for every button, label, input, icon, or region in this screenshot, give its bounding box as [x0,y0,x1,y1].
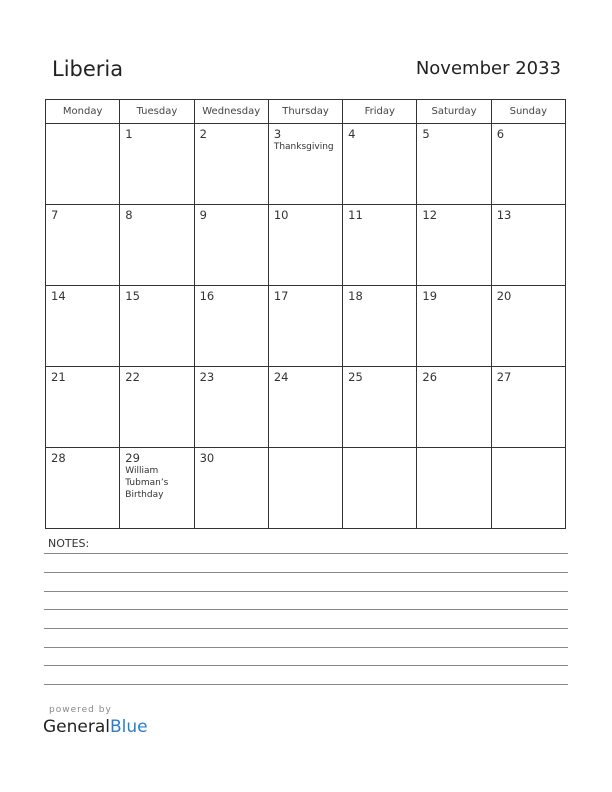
day-number: 9 [199,208,207,222]
day-number: 1 [125,127,133,141]
day-cell [417,124,491,205]
day-cell [417,448,491,529]
day-number: 26 [422,370,438,384]
day-cell [46,367,120,448]
day-number: 6 [496,127,505,141]
day-number: 7 [51,208,59,222]
day-number: 30 [199,451,215,465]
day-number: 12 [422,208,438,222]
weekday-header: Tuesday [120,100,194,124]
day-number: 17 [273,289,289,303]
notes-line [44,609,568,610]
day-number: 15 [125,289,140,303]
day-cell [268,286,342,367]
day-cell [268,124,342,205]
day-number: 21 [51,370,66,384]
powered-by-text: powered by [49,705,112,715]
brand-logo [43,717,148,737]
day-number: 14 [51,289,66,303]
day-cell [343,124,417,205]
day-cell [120,205,194,286]
day-cell [491,367,565,448]
day-number: 5 [422,127,430,141]
day-cell [194,286,268,367]
day-cell [417,367,491,448]
day-cell [120,286,194,367]
day-cell [46,124,120,205]
weekday-header: Sunday [491,100,565,124]
weekday-header: Saturday [417,100,491,124]
notes-line [44,572,568,573]
day-number: 23 [199,370,215,384]
day-cell [268,448,342,529]
day-cell [46,286,120,367]
day-number: 10 [273,208,289,222]
day-cell [417,286,491,367]
month-year-title: November 2033 [415,58,561,79]
week-row [46,124,566,205]
holiday-label: William Tubman’s Birthday [125,466,169,500]
brand-first: General [43,717,110,737]
day-number: 20 [496,289,512,303]
day-number: 11 [348,208,363,222]
day-cell [491,448,565,529]
day-number: 29 [125,451,140,465]
weekday-header: Wednesday [194,100,268,124]
weekday-header: Monday [46,100,120,124]
weekday-header: Friday [343,100,417,124]
week-row [46,205,566,286]
day-number: 27 [496,370,512,384]
brand-second: Blue [110,717,148,737]
notes-line [44,553,568,554]
day-cell [120,448,194,529]
calendar-grid [45,99,566,529]
holiday-label: Thanksgiving [273,142,334,152]
weekday-header: Thursday [268,100,342,124]
day-number: 3 [273,127,282,141]
day-number: 16 [199,289,215,303]
day-cell [120,367,194,448]
notes-label: NOTES: [48,537,90,550]
day-cell [417,205,491,286]
day-number: 28 [51,451,66,465]
notes-line [44,591,568,592]
day-cell [343,286,417,367]
weekday-header-row [46,100,566,124]
day-cell [343,367,417,448]
day-cell [194,448,268,529]
week-row [46,448,566,529]
week-row [46,286,566,367]
day-cell [343,205,417,286]
day-cell [491,205,565,286]
day-cell [343,448,417,529]
notes-line [44,665,568,666]
day-cell [194,124,268,205]
day-number: 25 [348,370,363,384]
day-number: 22 [125,370,140,384]
notes-line [44,647,568,648]
day-number: 4 [348,127,356,141]
day-cell [491,286,565,367]
day-cell [46,448,120,529]
day-cell [268,205,342,286]
notes-line [44,628,568,629]
day-number: 24 [273,370,289,384]
day-cell [491,124,565,205]
day-cell [120,124,194,205]
day-number: 13 [496,208,512,222]
day-number: 8 [125,208,133,222]
notes-line [44,684,568,685]
day-number: 18 [348,289,363,303]
day-cell [194,367,268,448]
day-cell [46,205,120,286]
day-number: 2 [199,127,207,141]
day-number: 19 [422,289,438,303]
country-title: Liberia [52,57,124,81]
day-cell [268,367,342,448]
day-cell [194,205,268,286]
week-row [46,367,566,448]
